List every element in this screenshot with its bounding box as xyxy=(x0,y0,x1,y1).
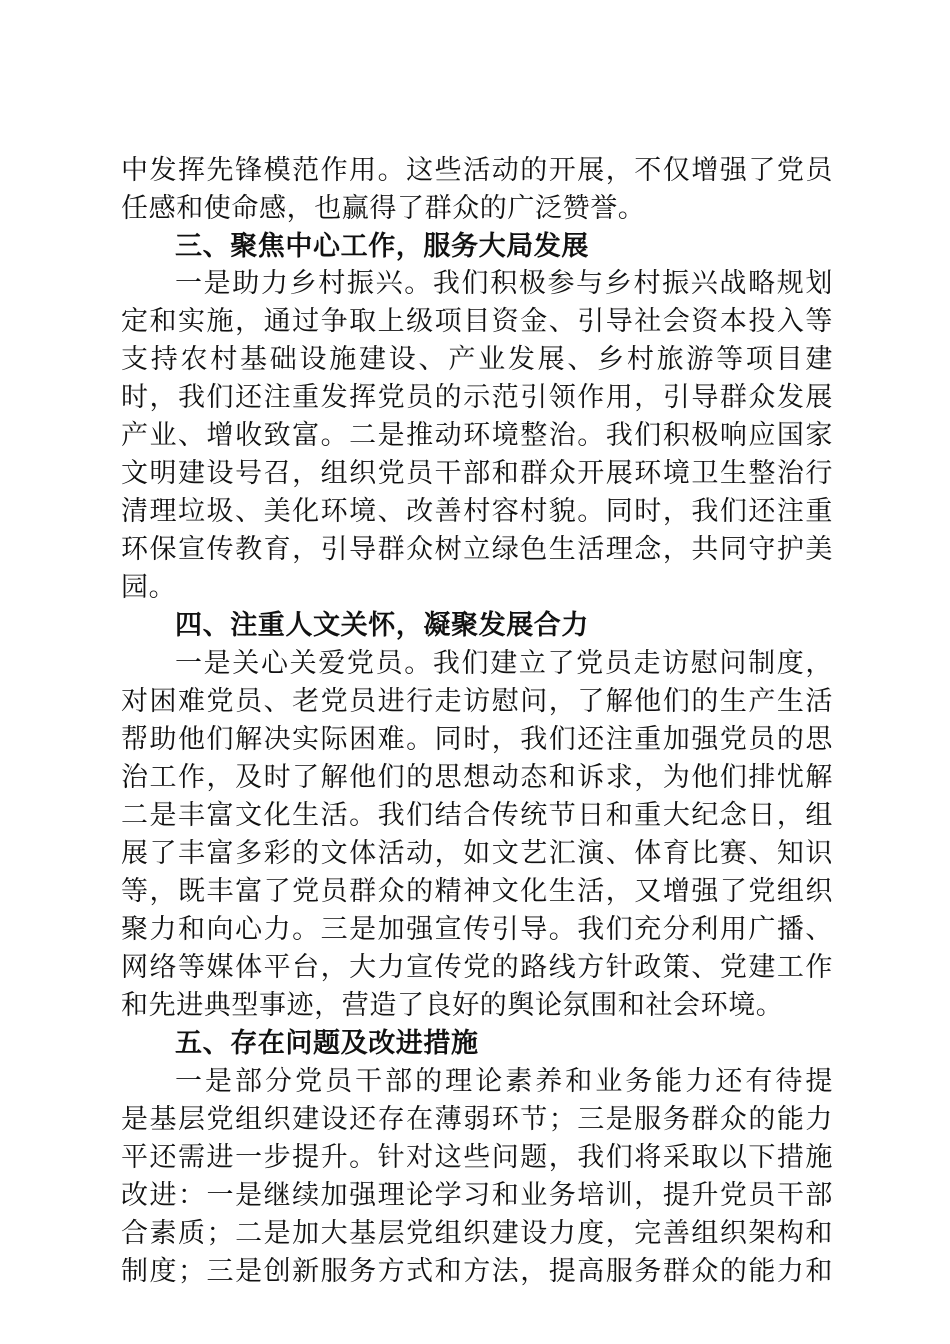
text-line: 网络等媒体平台，大力宣传党的路线方针政策、党建工作 xyxy=(121,952,833,983)
text-line: 支持农村基础设施建设、产业发展、乡村旅游等项目建 xyxy=(121,344,833,375)
text-line: 平还需进一步提升。针对这些问题，我们将采取以下措施 xyxy=(121,1142,833,1173)
text-line: 园。 xyxy=(121,572,177,603)
text-line: 产业、增收致富。二是推动环境整治。我们积极响应国家 xyxy=(121,420,833,451)
text-line: 一是助力乡村振兴。我们积极参与乡村振兴战略规划 xyxy=(175,268,833,299)
text-line: 帮助他们解决实际困难。同时，我们还注重加强党员的思 xyxy=(121,724,833,755)
text-line: 定和实施，通过争取上级项目资金、引导社会资本投入等 xyxy=(121,306,833,337)
text-line: 一是部分党员干部的理论素养和业务能力还有待提 xyxy=(175,1066,833,1097)
text-line: 环保宣传教育，引导群众树立绿色生活理念，共同守护美 xyxy=(121,534,833,565)
text-line: 展了丰富多彩的文体活动，如文艺汇演、体育比赛、知识 xyxy=(121,838,833,869)
section-heading-3: 三、聚焦中心工作，服务大局发展 xyxy=(175,231,589,262)
text-line: 时，我们还注重发挥党员的示范引领作用，引导群众发展 xyxy=(121,382,833,413)
text-line: 文明建设号召，组织党员干部和群众开展环境卫生整治行 xyxy=(121,458,833,489)
text-line: 清理垃圾、美化环境、改善村容村貌。同时，我们还注重 xyxy=(121,496,833,527)
section-heading-5: 五、存在问题及改进措施 xyxy=(175,1028,479,1059)
text-line: 是基层党组织建设还存在薄弱环节；三是服务群众的能力 xyxy=(121,1104,833,1135)
text-line: 二是丰富文化生活。我们结合传统节日和重大纪念日，组 xyxy=(121,800,833,831)
text-line: 对困难党员、老党员进行走访慰问，了解他们的生产生活 xyxy=(121,686,833,717)
text-line: 等，既丰富了党员群众的精神文化生活，又增强了党组织 xyxy=(121,876,833,907)
text-line: 改进：一是继续加强理论学习和业务培训，提升党员干部 xyxy=(121,1180,833,1211)
text-line: 制度；三是创新服务方式和方法，提高服务群众的能力和 xyxy=(121,1256,833,1287)
text-line: 任感和使命感，也赢得了群众的广泛赞誉。 xyxy=(121,193,646,224)
text-line: 一是关心关爱党员。我们建立了党员走访慰问制度， xyxy=(175,648,833,679)
text-line: 聚力和向心力。三是加强宣传引导。我们充分利用广播、 xyxy=(121,914,833,945)
text-line: 合素质；二是加大基层党组织建设力度，完善组织架构和 xyxy=(121,1218,833,1249)
text-line: 和先进典型事迹，营造了良好的舆论氛围和社会环境。 xyxy=(121,990,784,1021)
text-line: 治工作，及时了解他们的思想动态和诉求，为他们排忧解 xyxy=(121,762,833,793)
section-heading-4: 四、注重人文关怀，凝聚发展合力 xyxy=(175,610,589,641)
text-line: 中发挥先锋模范作用。这些活动的开展，不仅增强了党员 xyxy=(121,155,833,186)
